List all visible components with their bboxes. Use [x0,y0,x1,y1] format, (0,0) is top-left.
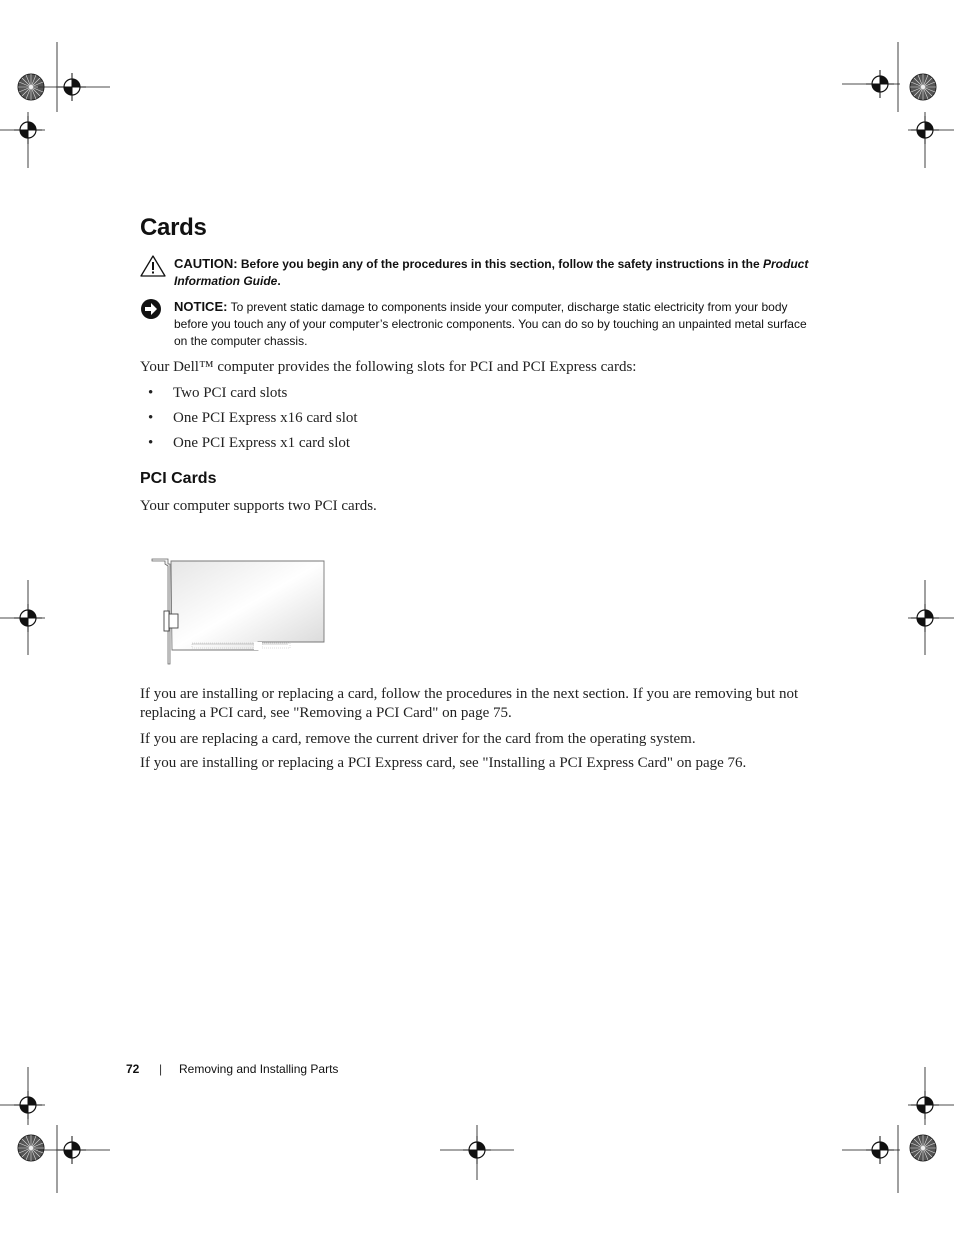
notice-text: To prevent static damage to components inside your computer, discharge static electricity from your body before you touch any of your computer’s electronic components. You can do so by touching an unpainted metal surface on the computer chassis. [174,300,807,348]
slot-list [148,384,358,459]
footer-separator: | [159,1062,163,1076]
caution-guide-title: Product Information Guide [174,257,809,288]
list-item: • One PCI Express x16 card slot [148,410,358,426]
page-number: 72 [126,1062,140,1076]
footer-section-title: Removing and Installing Parts [179,1062,339,1076]
notice-arrow-icon [140,298,162,320]
notice-label: NOTICE: [174,299,228,314]
caution-text: Before you begin any of the procedures in this section, follow the safety instructions in the [240,257,760,271]
list-item: • One PCI Express x1 card slot [148,435,351,451]
body-paragraph-1: If you are installing or replacing a card, follow the procedures in the next section. If you are removing but not replacing a PCI card, see "Removing a PCI Card" on page 75. [140,686,799,721]
intro-paragraph: Your Dell™ computer provides the following slots for PCI and PCI Express cards: [140,359,637,375]
warning-triangle-icon [140,255,166,277]
caution-callout [140,255,810,291]
caution-end: . [277,274,281,288]
notice-callout [140,298,810,354]
pci-card-illustration [148,556,330,668]
body-paragraph-3: If you are installing or replacing a PCI Express card, see "Installing a PCI Express Card" on page 76. [140,755,747,771]
section-heading: PCI Cards [140,470,217,487]
page-title: Cards [140,214,207,241]
caution-label: CAUTION: [174,256,238,271]
list-item: • Two PCI card slots [148,385,288,401]
body-paragraph-2: If you are replacing a card, remove the current driver for the card from the operating system. [140,731,696,747]
supports-paragraph: Your computer supports two PCI cards. [140,498,377,514]
